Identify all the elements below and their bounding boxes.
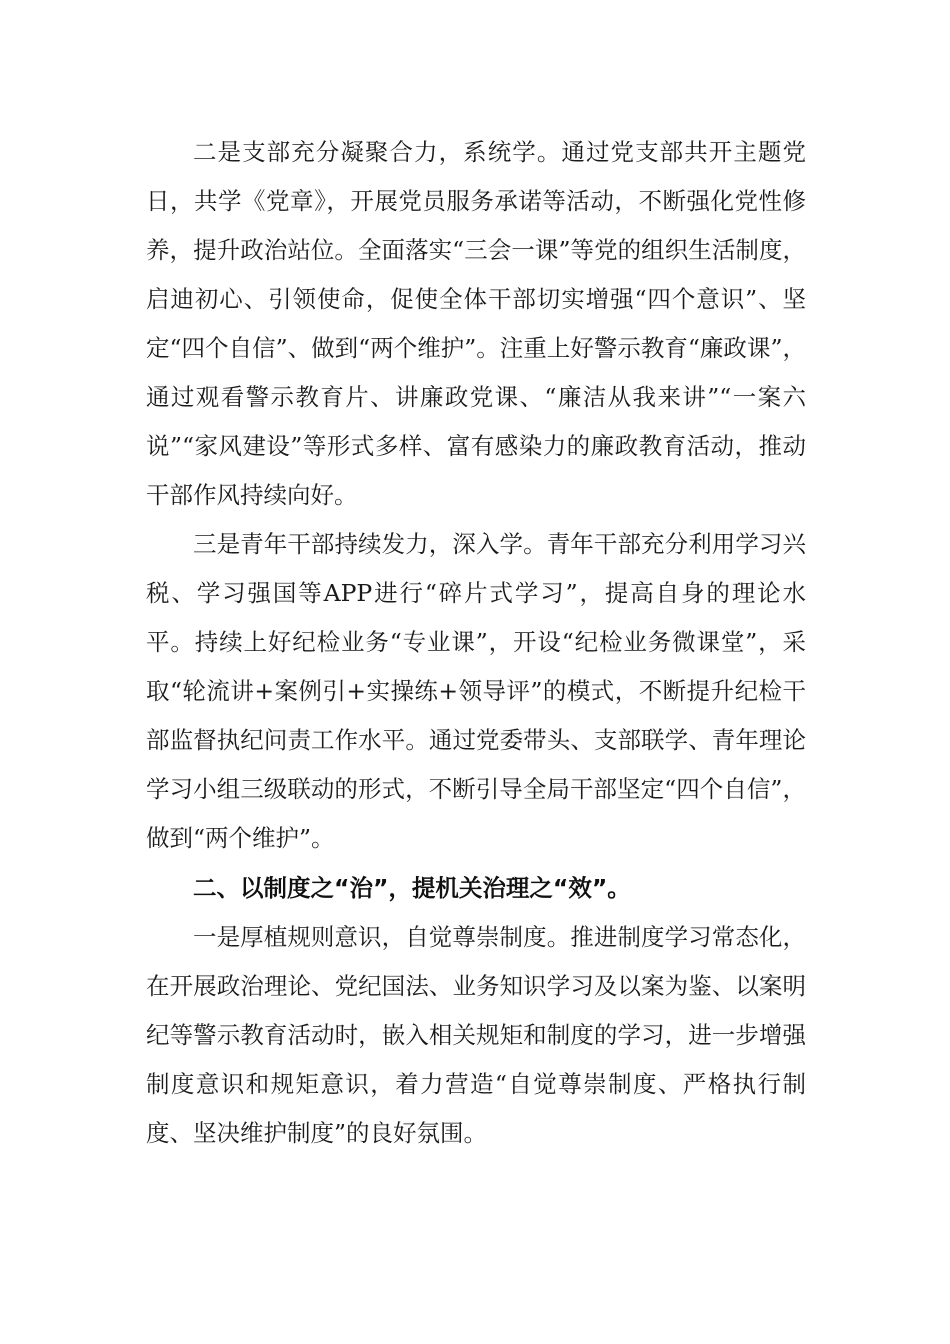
paragraph-youth-cadres: 三是青年干部持续发力，深入学。青年干部充分利用学习兴税、学习强国等APP进行“碎片式学习”，提高自身的理论水平。持续上好纪检业务“专业课”，开设“纪检业务微课堂”，采取“轮流讲+案例引+实操练+领导评”的模式，不断提升纪检干部监督执纪问责工作水平。通过党委带头、支部联学、青年理论学习小组三级联动的形式，不断引导全局干部坚定“四个自信”，做到“两个维护”。 bbox=[146, 530, 806, 852]
document-body bbox=[146, 128, 806, 1158]
paragraph-branch-cohesion: 二是支部充分凝聚合力，系统学。通过党支部共开主题党日，共学《党章》，开展党员服务承诺等活动，不断强化党性修养，提升政治站位。全面落实“三会一课”等党的组织生活制度，启迪初心、引领使命，促使全体干部切实增强“四个意识”、坚定“四个自信”、做到“两个维护”。注重上好警示教育“廉政课”，通过观看警示教育片、讲廉政党课、“廉洁从我来讲”“一案六说”“家风建设”等形式多样、富有感染力的廉政教育活动，推动干部作风持续向好。 bbox=[146, 138, 806, 509]
paragraph-rule-awareness: 一是厚植规则意识，自觉尊崇制度。推进制度学习常态化，在开展政治理论、党纪国法、业务知识学习及以案为鉴、以案明纪等警示教育活动时，嵌入相关规矩和制度的学习，进一步增强制度意识和规矩意识，着力营造“自觉尊崇制度、严格执行制度、坚决维护制度”的良好氛围。 bbox=[146, 923, 806, 1147]
section-heading: 二、以制度之“治”，提机关治理之“效”。 bbox=[193, 874, 631, 902]
